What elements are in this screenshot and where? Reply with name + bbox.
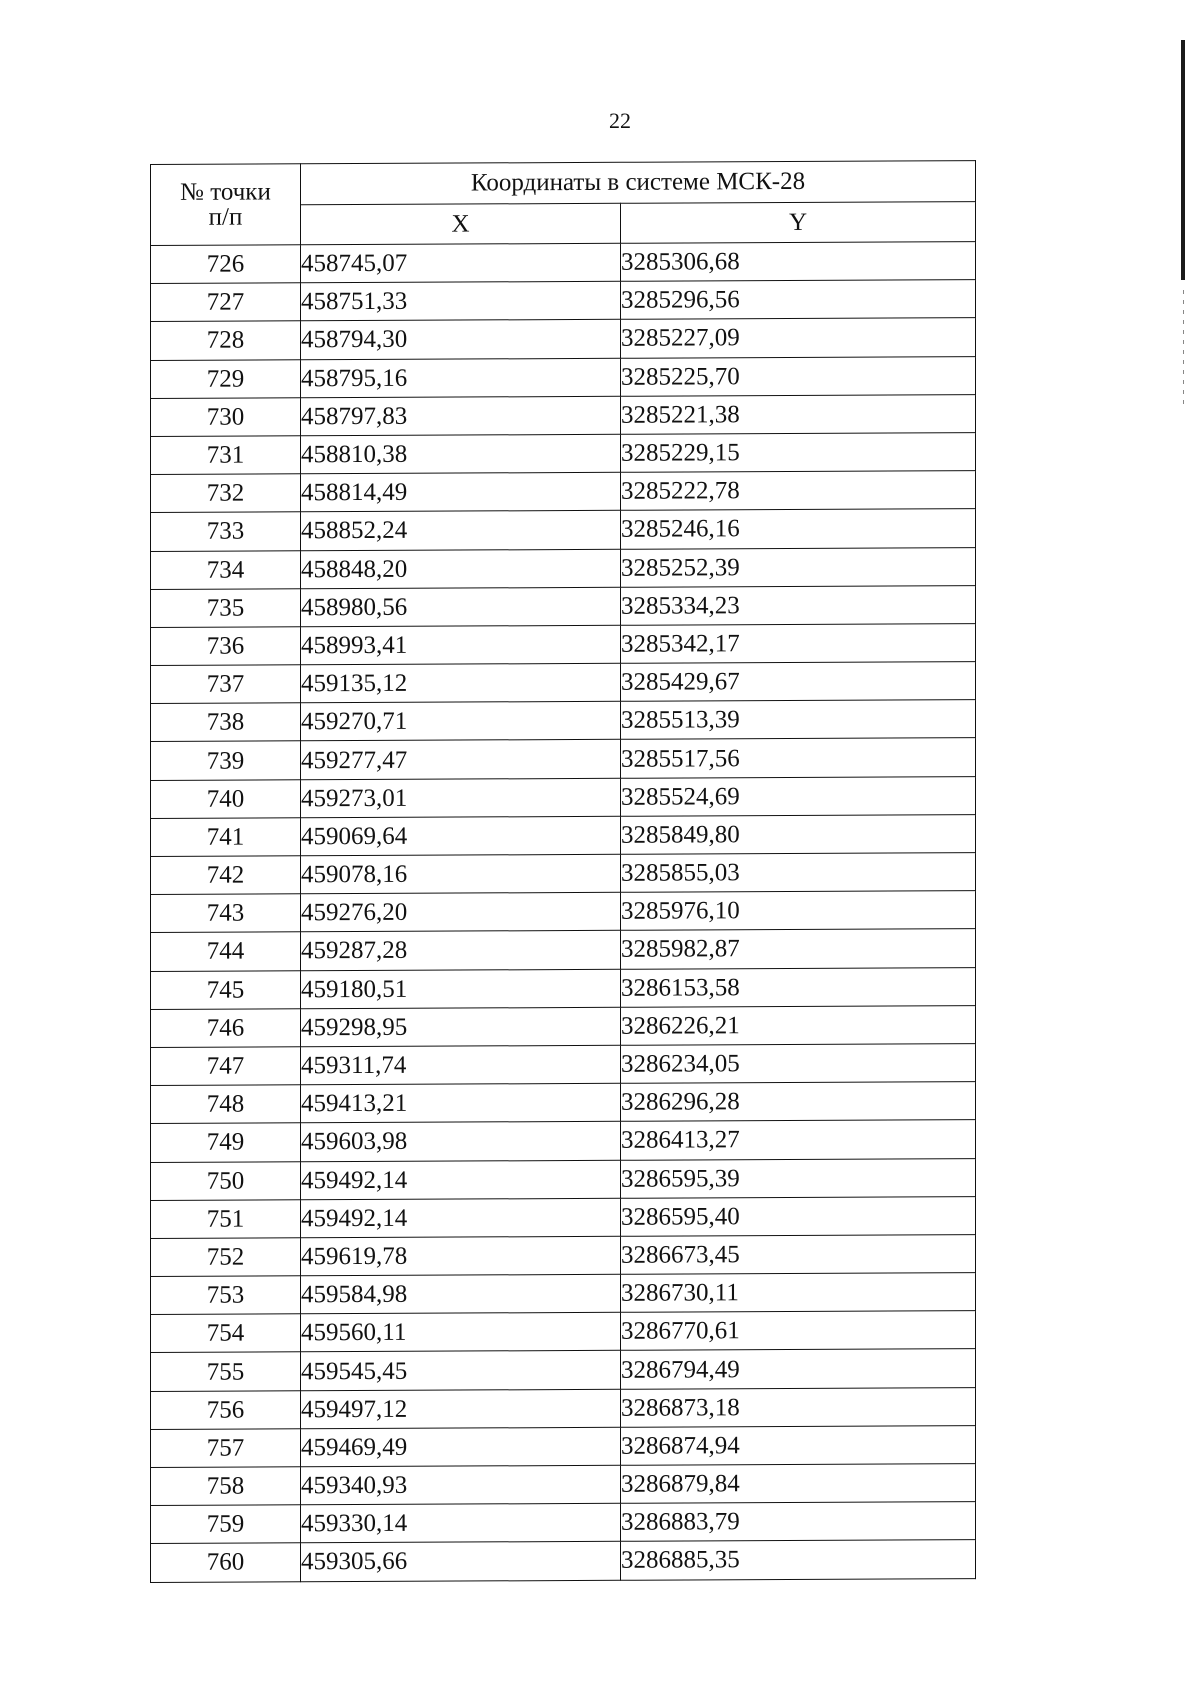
cell-point-number: 757 [151, 1429, 301, 1468]
table-row [151, 1425, 976, 1467]
cell-point-number: 744 [151, 932, 301, 971]
table-row [151, 1540, 976, 1582]
cell-point-number: 751 [151, 1199, 301, 1238]
cell-x: 459497,12 [301, 1389, 621, 1429]
cell-y: 3286413,27 [621, 1120, 976, 1160]
cell-point-number: 728 [151, 321, 301, 360]
cell-y: 3285334,23 [621, 585, 976, 625]
cell-x: 459340,93 [301, 1465, 621, 1505]
cell-x: 458795,16 [301, 358, 621, 398]
cell-point-number: 729 [151, 359, 301, 398]
cell-point-number: 760 [151, 1543, 301, 1582]
cell-x: 459276,20 [301, 892, 621, 932]
cell-point-number: 741 [151, 818, 301, 857]
cell-y: 3285229,15 [621, 433, 976, 473]
cell-y: 3286296,28 [621, 1082, 976, 1122]
header-coordinate-system: Координаты в системе МСК-28 [301, 161, 976, 205]
cell-point-number: 742 [151, 856, 301, 895]
cell-point-number: 739 [151, 741, 301, 780]
cell-x: 459330,14 [301, 1503, 621, 1543]
cell-y: 3285306,68 [621, 242, 976, 282]
table-row [151, 814, 976, 856]
cell-y: 3285225,70 [621, 356, 976, 396]
header-point-number-label: № точки п/п [180, 178, 271, 231]
cell-point-number: 746 [151, 1009, 301, 1048]
cell-y: 3286234,05 [621, 1044, 976, 1084]
cell-y: 3285982,87 [621, 929, 976, 969]
cell-point-number: 733 [151, 512, 301, 551]
cell-x: 458797,83 [301, 396, 621, 436]
cell-x: 459069,64 [301, 816, 621, 856]
cell-y: 3285222,78 [621, 471, 976, 511]
table-row [151, 1502, 976, 1544]
coordinates-table-container [150, 160, 975, 1582]
table-row [151, 433, 976, 475]
cell-point-number: 752 [151, 1238, 301, 1277]
cell-x: 459277,47 [301, 740, 621, 780]
cell-y: 3285246,16 [621, 509, 976, 549]
cell-x: 458852,24 [301, 511, 621, 551]
cell-x: 458814,49 [301, 472, 621, 512]
cell-y: 3286883,79 [621, 1502, 976, 1542]
cell-point-number: 755 [151, 1352, 301, 1391]
cell-x: 459305,66 [301, 1542, 621, 1582]
cell-point-number: 737 [151, 665, 301, 704]
scan-edge-line [1181, 40, 1185, 280]
cell-point-number: 731 [151, 436, 301, 475]
cell-point-number: 740 [151, 779, 301, 818]
cell-y: 3286794,49 [621, 1349, 976, 1389]
cell-x: 458794,30 [301, 320, 621, 360]
cell-x: 458993,41 [301, 625, 621, 665]
cell-x: 458810,38 [301, 434, 621, 474]
cell-y: 3285429,67 [621, 662, 976, 702]
cell-point-number: 738 [151, 703, 301, 742]
coordinates-table [150, 160, 976, 1582]
cell-y: 3286874,94 [621, 1425, 976, 1465]
table-row [151, 356, 976, 398]
cell-y: 3286770,61 [621, 1311, 976, 1351]
table-row [151, 509, 976, 551]
cell-point-number: 756 [151, 1390, 301, 1429]
cell-y: 3286595,40 [621, 1196, 976, 1236]
cell-y: 3286226,21 [621, 1005, 976, 1045]
table-row [151, 662, 976, 704]
cell-x: 459492,14 [301, 1198, 621, 1238]
cell-point-number: 758 [151, 1467, 301, 1506]
table-header [151, 161, 976, 246]
cell-x: 459135,12 [301, 663, 621, 703]
table-row [151, 471, 976, 513]
cell-x: 459469,49 [301, 1427, 621, 1467]
table-row [151, 1464, 976, 1506]
table-row [151, 1005, 976, 1047]
table-row [151, 585, 976, 627]
table-row [151, 1196, 976, 1238]
cell-point-number: 750 [151, 1161, 301, 1200]
cell-point-number: 727 [151, 283, 301, 322]
cell-point-number: 749 [151, 1123, 301, 1162]
table-row [151, 394, 976, 436]
table-row [151, 280, 976, 322]
table-body [151, 242, 976, 1582]
cell-x: 458745,07 [301, 243, 621, 283]
header-y: Y [621, 201, 976, 243]
scan-edge-faint-line [1183, 290, 1184, 410]
table-row [151, 1387, 976, 1429]
cell-y: 3285524,69 [621, 776, 976, 816]
cell-x: 459603,98 [301, 1122, 621, 1162]
cell-x: 459287,28 [301, 931, 621, 971]
cell-x: 459078,16 [301, 854, 621, 894]
cell-point-number: 748 [151, 1085, 301, 1124]
cell-x: 459311,74 [301, 1045, 621, 1085]
table-row [151, 967, 976, 1009]
table-row [151, 891, 976, 933]
cell-y: 3286879,84 [621, 1464, 976, 1504]
cell-x: 459273,01 [301, 778, 621, 818]
cell-y: 3286595,39 [621, 1158, 976, 1198]
cell-point-number: 736 [151, 627, 301, 666]
table-row [151, 853, 976, 895]
table-row [151, 1234, 976, 1276]
cell-y: 3286153,58 [621, 967, 976, 1007]
cell-x: 459545,45 [301, 1351, 621, 1391]
cell-point-number: 743 [151, 894, 301, 933]
table-row [151, 1349, 976, 1391]
cell-point-number: 745 [151, 970, 301, 1009]
table-row [151, 242, 976, 284]
cell-point-number: 747 [151, 1047, 301, 1086]
cell-y: 3285513,39 [621, 700, 976, 740]
cell-y: 3286885,35 [621, 1540, 976, 1580]
cell-y: 3286673,45 [621, 1234, 976, 1274]
table-row [151, 1273, 976, 1315]
table-row [151, 700, 976, 742]
table-row [151, 929, 976, 971]
cell-y: 3286730,11 [621, 1273, 976, 1313]
cell-y: 3285342,17 [621, 623, 976, 663]
cell-y: 3285227,09 [621, 318, 976, 358]
cell-y: 3285221,38 [621, 394, 976, 434]
cell-point-number: 730 [151, 398, 301, 437]
cell-x: 458848,20 [301, 549, 621, 589]
cell-x: 459270,71 [301, 702, 621, 742]
page-number: 22 [609, 108, 631, 133]
table-row [151, 1044, 976, 1086]
cell-point-number: 754 [151, 1314, 301, 1353]
cell-y: 3285976,10 [621, 891, 976, 931]
cell-y: 3285517,56 [621, 738, 976, 778]
cell-point-number: 726 [151, 245, 301, 284]
cell-x: 459619,78 [301, 1236, 621, 1276]
cell-y: 3285296,56 [621, 280, 976, 320]
table-row [151, 623, 976, 665]
table-row [151, 318, 976, 360]
cell-point-number: 735 [151, 588, 301, 627]
cell-x: 458980,56 [301, 587, 621, 627]
cell-y: 3285252,39 [621, 547, 976, 587]
cell-x: 459298,95 [301, 1007, 621, 1047]
cell-point-number: 753 [151, 1276, 301, 1315]
table-row [151, 1311, 976, 1353]
cell-x: 458751,33 [301, 281, 621, 321]
table-row [151, 1120, 976, 1162]
table-row [151, 547, 976, 589]
cell-point-number: 734 [151, 550, 301, 589]
cell-y: 3285849,80 [621, 814, 976, 854]
cell-x: 459560,11 [301, 1313, 621, 1353]
table-row [151, 1082, 976, 1124]
cell-y: 3285855,03 [621, 853, 976, 893]
header-point-number [151, 164, 301, 246]
table-row [151, 738, 976, 780]
cell-point-number: 732 [151, 474, 301, 513]
cell-point-number: 759 [151, 1505, 301, 1544]
cell-x: 459413,21 [301, 1083, 621, 1123]
cell-x: 459584,98 [301, 1274, 621, 1314]
cell-x: 459492,14 [301, 1160, 621, 1200]
cell-x: 459180,51 [301, 969, 621, 1009]
header-x: X [301, 203, 621, 245]
cell-y: 3286873,18 [621, 1387, 976, 1427]
table-row [151, 776, 976, 818]
table-row [151, 1158, 976, 1200]
